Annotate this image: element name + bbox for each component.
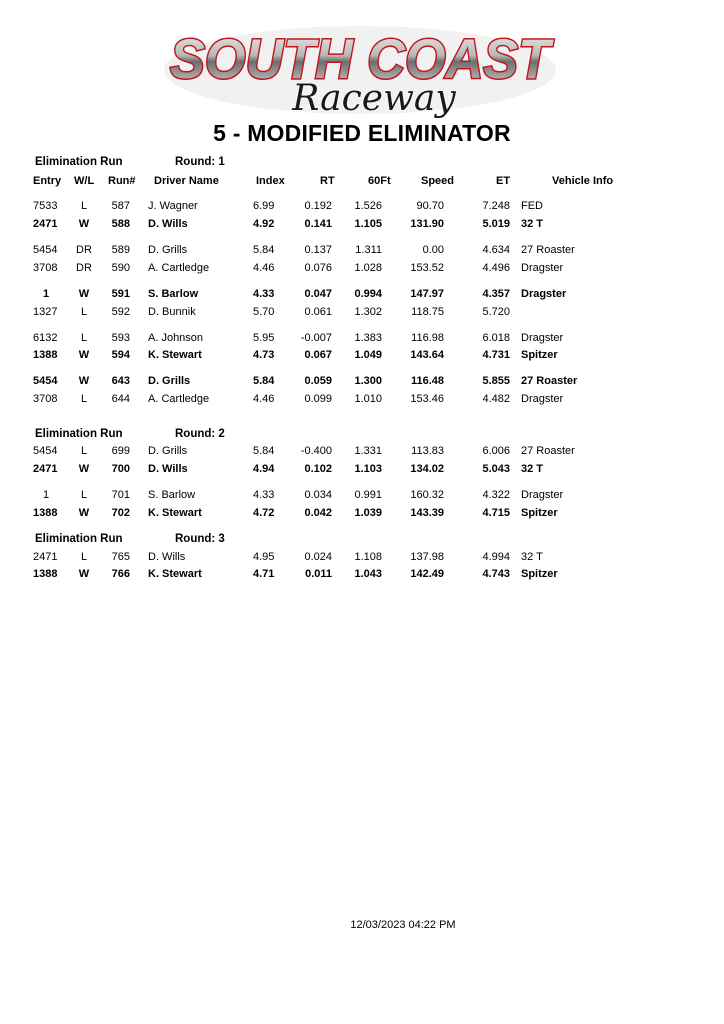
cell-driver: D. Wills — [148, 551, 186, 563]
cell-index: 4.73 — [253, 349, 275, 361]
cell-speed: 143.39 — [410, 507, 444, 519]
round-3-label: Elimination Run — [35, 533, 123, 545]
cell-driver: D. Wills — [148, 463, 188, 475]
cell-wl: W — [78, 218, 90, 230]
cell-wl: DR — [76, 244, 92, 256]
cell-run: 587 — [111, 200, 130, 212]
result-row — [0, 244, 724, 260]
cell-vehicle: Dragster — [521, 332, 564, 344]
south-coast-raceway-logo — [160, 22, 560, 118]
cell-rt: 0.034 — [304, 489, 332, 501]
cell-run: 593 — [111, 332, 130, 344]
cell-run: 590 — [111, 262, 130, 274]
cell-wl: DR — [76, 262, 92, 274]
result-row — [0, 507, 724, 523]
cell-vehicle: Spitzer — [521, 349, 558, 361]
result-row — [0, 489, 724, 505]
page-title: 5 - MODIFIED ELIMINATOR — [213, 120, 511, 146]
cell-et: 7.248 — [482, 200, 510, 212]
cell-driver: J. Wagner — [148, 200, 198, 212]
cell-run: 592 — [111, 306, 130, 318]
cell-driver: D. Wills — [148, 218, 188, 230]
report-timestamp: 12/03/2023 04:22 PM — [350, 919, 456, 931]
cell-wl: L — [80, 393, 88, 405]
cell-driver: A. Cartledge — [148, 262, 210, 274]
cell-index: 4.46 — [253, 393, 275, 405]
cell-rt: 0.099 — [304, 393, 332, 405]
round-2-number: Round: 2 — [175, 428, 225, 440]
round-1-label: Elimination Run — [35, 156, 123, 168]
cell-wl: L — [80, 489, 88, 501]
result-row — [0, 375, 724, 391]
cell-vehicle: 32 T — [521, 463, 544, 475]
cell-sixty: 1.302 — [354, 306, 382, 318]
result-row — [0, 218, 724, 234]
cell-wl: L — [80, 332, 88, 344]
cell-et: 4.715 — [482, 507, 510, 519]
cell-driver: A. Johnson — [148, 332, 204, 344]
round-1-number: Round: 1 — [175, 156, 225, 168]
result-row — [0, 551, 724, 567]
cell-speed: 90.70 — [416, 200, 444, 212]
cell-run: 701 — [111, 489, 130, 501]
cell-speed: 116.48 — [410, 375, 444, 387]
col-et: ET — [496, 175, 511, 187]
cell-rt: 0.192 — [304, 200, 332, 212]
cell-vehicle: Dragster — [521, 262, 564, 274]
cell-speed: 137.98 — [410, 551, 444, 563]
cell-rt: 0.102 — [304, 463, 332, 475]
cell-entry: 7533 — [33, 200, 58, 212]
cell-speed: 153.52 — [410, 262, 444, 274]
col-vehicle: Vehicle Info — [552, 175, 614, 187]
cell-wl: L — [80, 200, 88, 212]
cell-index: 5.70 — [253, 306, 275, 318]
cell-driver: S. Barlow — [148, 489, 196, 501]
round-3-number: Round: 3 — [175, 533, 225, 545]
cell-vehicle: Spitzer — [521, 568, 558, 580]
cell-run: 588 — [111, 218, 130, 230]
cell-vehicle: 27 Roaster — [521, 244, 575, 256]
cell-wl: W — [78, 463, 90, 475]
cell-entry: 1388 — [33, 349, 58, 361]
cell-index: 6.99 — [253, 200, 275, 212]
cell-index: 4.33 — [253, 288, 275, 300]
cell-entry: 1327 — [33, 306, 58, 318]
cell-rt: -0.007 — [300, 332, 332, 344]
cell-driver: D. Grills — [148, 445, 188, 457]
cell-entry: 3708 — [33, 262, 58, 274]
cell-run: 699 — [111, 445, 130, 457]
cell-et: 4.743 — [482, 568, 510, 580]
logo-line1: SOUTH COAST — [170, 27, 555, 90]
cell-rt: 0.047 — [304, 288, 332, 300]
cell-sixty: 1.383 — [354, 332, 382, 344]
cell-et: 4.482 — [482, 393, 510, 405]
result-row — [0, 306, 724, 322]
cell-run: 591 — [111, 288, 130, 300]
cell-index: 4.46 — [253, 262, 275, 274]
result-row — [0, 262, 724, 278]
cell-vehicle: 32 T — [521, 218, 544, 230]
cell-driver: D. Grills — [148, 244, 188, 256]
cell-driver: K. Stewart — [148, 507, 202, 519]
cell-entry: 1388 — [33, 507, 58, 519]
result-row — [0, 200, 724, 216]
cell-index: 4.33 — [253, 489, 275, 501]
cell-wl: L — [80, 445, 88, 457]
cell-sixty: 1.331 — [354, 445, 382, 457]
cell-et: 5.720 — [482, 306, 510, 318]
result-row — [0, 393, 724, 409]
cell-wl: W — [78, 349, 90, 361]
cell-wl: L — [80, 306, 88, 318]
cell-speed: 147.97 — [410, 288, 444, 300]
cell-run: 766 — [111, 568, 130, 580]
cell-run: 702 — [111, 507, 130, 519]
cell-sixty: 1.300 — [354, 375, 382, 387]
cell-vehicle: FED — [521, 200, 543, 212]
cell-run: 589 — [111, 244, 130, 256]
cell-rt: 0.061 — [304, 306, 332, 318]
cell-speed: 160.32 — [410, 489, 444, 501]
cell-wl: W — [78, 288, 90, 300]
cell-entry: 2471 — [33, 218, 58, 230]
col-60ft: 60Ft — [368, 175, 391, 187]
cell-et: 5.043 — [482, 463, 510, 475]
cell-rt: -0.400 — [300, 445, 332, 457]
cell-entry: 6132 — [33, 332, 58, 344]
cell-vehicle: Dragster — [521, 393, 564, 405]
logo-line2: Raceway — [292, 78, 456, 118]
cell-driver: K. Stewart — [148, 349, 202, 361]
cell-sixty: 1.103 — [354, 463, 382, 475]
cell-vehicle: 27 Roaster — [521, 445, 575, 457]
cell-sixty: 1.049 — [354, 349, 382, 361]
cell-sixty: 1.028 — [354, 262, 382, 274]
cell-wl: W — [78, 507, 90, 519]
cell-driver: K. Stewart — [148, 568, 202, 580]
cell-et: 4.731 — [482, 349, 510, 361]
cell-speed: 131.90 — [410, 218, 444, 230]
cell-speed: 153.46 — [410, 393, 444, 405]
cell-entry: 2471 — [33, 463, 58, 475]
result-row — [0, 568, 724, 584]
round-2-label: Elimination Run — [35, 428, 123, 440]
cell-entry: 1 — [42, 288, 50, 300]
cell-driver: S. Barlow — [148, 288, 199, 300]
cell-vehicle: 27 Roaster — [521, 375, 578, 387]
cell-entry: 5454 — [33, 375, 58, 387]
cell-run: 700 — [111, 463, 130, 475]
cell-rt: 0.067 — [304, 349, 332, 361]
cell-speed: 143.64 — [410, 349, 444, 361]
cell-vehicle: Dragster — [521, 288, 567, 300]
cell-speed: 113.83 — [411, 445, 444, 457]
cell-sixty: 0.994 — [354, 288, 382, 300]
cell-rt: 0.141 — [304, 218, 332, 230]
cell-et: 5.855 — [482, 375, 510, 387]
cell-run: 594 — [111, 349, 130, 361]
cell-rt: 0.042 — [304, 507, 332, 519]
cell-et: 6.006 — [482, 445, 510, 457]
cell-et: 4.994 — [482, 551, 510, 563]
col-rt: RT — [320, 175, 335, 187]
cell-vehicle: 32 T — [521, 551, 543, 563]
cell-entry: 5454 — [33, 244, 58, 256]
cell-run: 765 — [111, 551, 130, 563]
col-run: Run# — [108, 175, 136, 187]
cell-speed: 142.49 — [410, 568, 444, 580]
cell-sixty: 1.105 — [354, 218, 382, 230]
cell-entry: 1388 — [33, 568, 58, 580]
col-index: Index — [256, 175, 285, 187]
cell-rt: 0.024 — [304, 551, 332, 563]
cell-driver: A. Cartledge — [148, 393, 210, 405]
cell-sixty: 1.043 — [354, 568, 382, 580]
result-row — [0, 332, 724, 348]
cell-et: 6.018 — [482, 332, 510, 344]
cell-rt: 0.059 — [304, 375, 332, 387]
cell-run: 644 — [111, 393, 130, 405]
cell-sixty: 1.010 — [354, 393, 382, 405]
cell-entry: 2471 — [33, 551, 58, 563]
cell-index: 5.84 — [253, 244, 275, 256]
cell-entry: 1 — [42, 489, 50, 501]
cell-driver: D. Bunnik — [148, 306, 196, 318]
cell-et: 4.357 — [482, 288, 510, 300]
cell-wl: L — [80, 551, 88, 563]
cell-et: 4.496 — [482, 262, 510, 274]
cell-driver: D. Grills — [148, 375, 191, 387]
cell-wl: W — [78, 375, 90, 387]
cell-speed: 0.00 — [422, 244, 444, 256]
cell-vehicle: Dragster — [521, 489, 564, 501]
cell-index: 4.92 — [253, 218, 275, 230]
cell-sixty: 1.039 — [354, 507, 382, 519]
result-row — [0, 445, 724, 461]
cell-run: 643 — [111, 375, 130, 387]
cell-speed: 116.98 — [411, 332, 444, 344]
cell-sixty: 1.526 — [354, 200, 382, 212]
cell-index: 5.84 — [253, 445, 275, 457]
col-wl: W/L — [74, 175, 95, 187]
cell-et: 4.634 — [482, 244, 510, 256]
cell-et: 5.019 — [482, 218, 510, 230]
cell-entry: 3708 — [33, 393, 58, 405]
result-row — [0, 463, 724, 479]
cell-rt: 0.137 — [304, 244, 332, 256]
cell-speed: 134.02 — [410, 463, 444, 475]
cell-index: 4.71 — [253, 568, 275, 580]
result-row — [0, 288, 724, 304]
cell-index: 4.94 — [253, 463, 275, 475]
cell-sixty: 0.991 — [354, 489, 382, 501]
cell-wl: W — [78, 568, 90, 580]
cell-vehicle: Spitzer — [521, 507, 558, 519]
cell-index: 4.72 — [253, 507, 275, 519]
cell-index: 4.95 — [253, 551, 275, 563]
cell-rt: 0.076 — [304, 262, 332, 274]
result-row — [0, 349, 724, 365]
cell-sixty: 1.108 — [354, 551, 382, 563]
col-speed: Speed — [421, 175, 455, 187]
cell-speed: 118.75 — [411, 306, 444, 318]
cell-entry: 5454 — [33, 445, 58, 457]
cell-index: 5.84 — [253, 375, 275, 387]
cell-sixty: 1.311 — [355, 244, 382, 256]
col-entry: Entry — [33, 175, 62, 187]
cell-et: 4.322 — [482, 489, 510, 501]
col-driver: Driver Name — [154, 175, 219, 187]
cell-index: 5.95 — [253, 332, 275, 344]
cell-rt: 0.011 — [305, 568, 332, 580]
